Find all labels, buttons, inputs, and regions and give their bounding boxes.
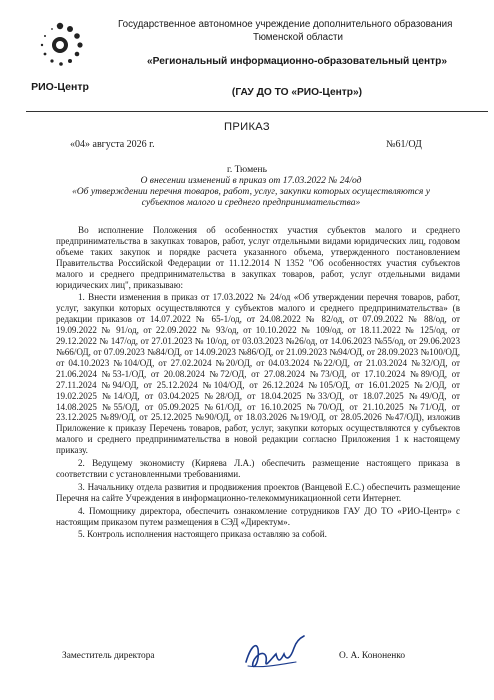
subject-line2: «Об утверждении перечня товаров, работ, услуг, закупки которых осуществляются у субъектов малого и среднего предпринимательства» — [71, 186, 431, 209]
body-paragraph: 3. Начальнику отдела развития и продвижения проектов (Ванцевой Е.С.) обеспечить размещение Перечня на сайте Учреждения в информационно-телекоммуникационной сети Интернет. — [56, 481, 460, 503]
document-body — [56, 225, 460, 542]
org-name-line2: Тюменской области — [253, 32, 343, 43]
body-paragraph: Во исполнение Положения об особенностях участия субъектов малого и среднего предпринимательства в закупках товаров, работ, услуг отдельными видами юридических лиц, годовом объеме таких закупок и порядке расчета указанного объема, утвержденного постановлением Правительства Российской Федерации от 11.12.2014 N 1352 "Об особенностях участия субъектов малого и среднего предпринимательства в закупках товаров, работ, услуг отдельными видами юридических лиц", приказываю: — [56, 225, 460, 290]
body-paragraph: 2. Ведущему экономисту (Киряева Л.А.) обеспечить размещение настоящего приказа в соответствии с установленными требованиями. — [56, 458, 460, 479]
body-paragraph: 5. Контроль исполнения настоящего приказа оставляю за собой. — [78, 529, 327, 540]
body-paragraph: 4. Помощнику директора, обеспечить ознакомление сотрудников ГАУ ДО ТО «РИО-Центр» с настоящим приказом путем размещения в СЭД «Директум». — [56, 505, 460, 527]
document-date: «04» августа 2026 г. — [70, 139, 155, 150]
document-title: ПРИКАЗ — [224, 121, 270, 133]
center-name: «Региональный информационно-образовательный центр» — [147, 56, 447, 67]
signer-position: Заместитель директора — [62, 651, 155, 661]
logo-text: РИО-Центр — [31, 81, 89, 93]
document-subject — [56, 175, 446, 209]
body-paragraph: 1. Внести изменения в приказ от 17.03.2022 № 24/од «Об утверждении перечня товаров, работ, услуг, закупки которых осуществляются у субъектов малого и среднего предпринимательства» (в редакции приказов от 14.07.2022 № 65-1/од, от 24.08.2022 № 82/од, от 07.09.2022 № 88/од, от 19.09.2022 № 91/од, от 22.09.2022 № 93/од, от 10.10.2022 № 109/од, от 18.11.2022 № 125/од, от 29.12.2022 № 147/од, от 27.01.2023 № 10/од, от 03.03.2023 №26/од, от 14.06.2023 №55/од, от 29.06.2023 №66/ОД, от 07.09.2023 №84/ОД, от 14.09.2023 №86/ОД, от 21.09.2023 №94/ОД, от 28.09.2023 №100/ОД, от 04.10.2023 №104/ОД, от 27.02.2024 №20/ОД, от 04.03.2024 №22/ОД, от 21.03.2024 №32/ОД, от 21.06.2024 №53-1/ОД, от 20.08.2024 №72/ОД, от 27.08.2024 №73/ОД, от 17.10.2024 №89/ОД, от 27.11.2024 №94/ОД, от 25.12.2024 №104/ОД, от 26.12.2024 №105/ОД, от 16.01.2025 №2/ОД, от 19.02.2025 №14/ОД, от 03.04.2025 №28/ОД, от 18.04.2025 №33/ОД, от 18.07.2025 №49/ОД, от 14.08.2025 №55/ОД, от 05.09.2025 №61/ОД, от 16.10.2025 №70/ОД, от 21.10.2025 №71/ОД, от 23.12.2025 №89/ОД, от 25.12.2025 №90/ОД, от 18.03.2026 №19/ОД, от 28.05.2026 №47/ОД), изложив Приложение к приказу Перечень товаров, работ, услуг, закупки которых осуществляются у субъектов малого и среднего предпринимательства в новой редакции согласно Приложения 1 к настоящему приказу. — [56, 292, 460, 456]
org-logo — [26, 18, 94, 96]
org-name-line1: Государственное автономное учреждение дополнительного образования — [118, 19, 453, 30]
handwritten-signature — [238, 632, 308, 676]
document-number: №61/ОД — [386, 139, 422, 150]
signer-name: О. А. Кононенко — [339, 651, 406, 661]
logo-icon — [26, 18, 94, 78]
document-city: г. Тюмень — [227, 164, 267, 175]
subject-line1: О внесении изменений в приказ от 17.03.2022 № 24/од — [140, 175, 362, 186]
short-name: (ГАУ ДО ТО «РИО-Центр») — [231, 87, 363, 98]
header-divider — [26, 111, 488, 112]
